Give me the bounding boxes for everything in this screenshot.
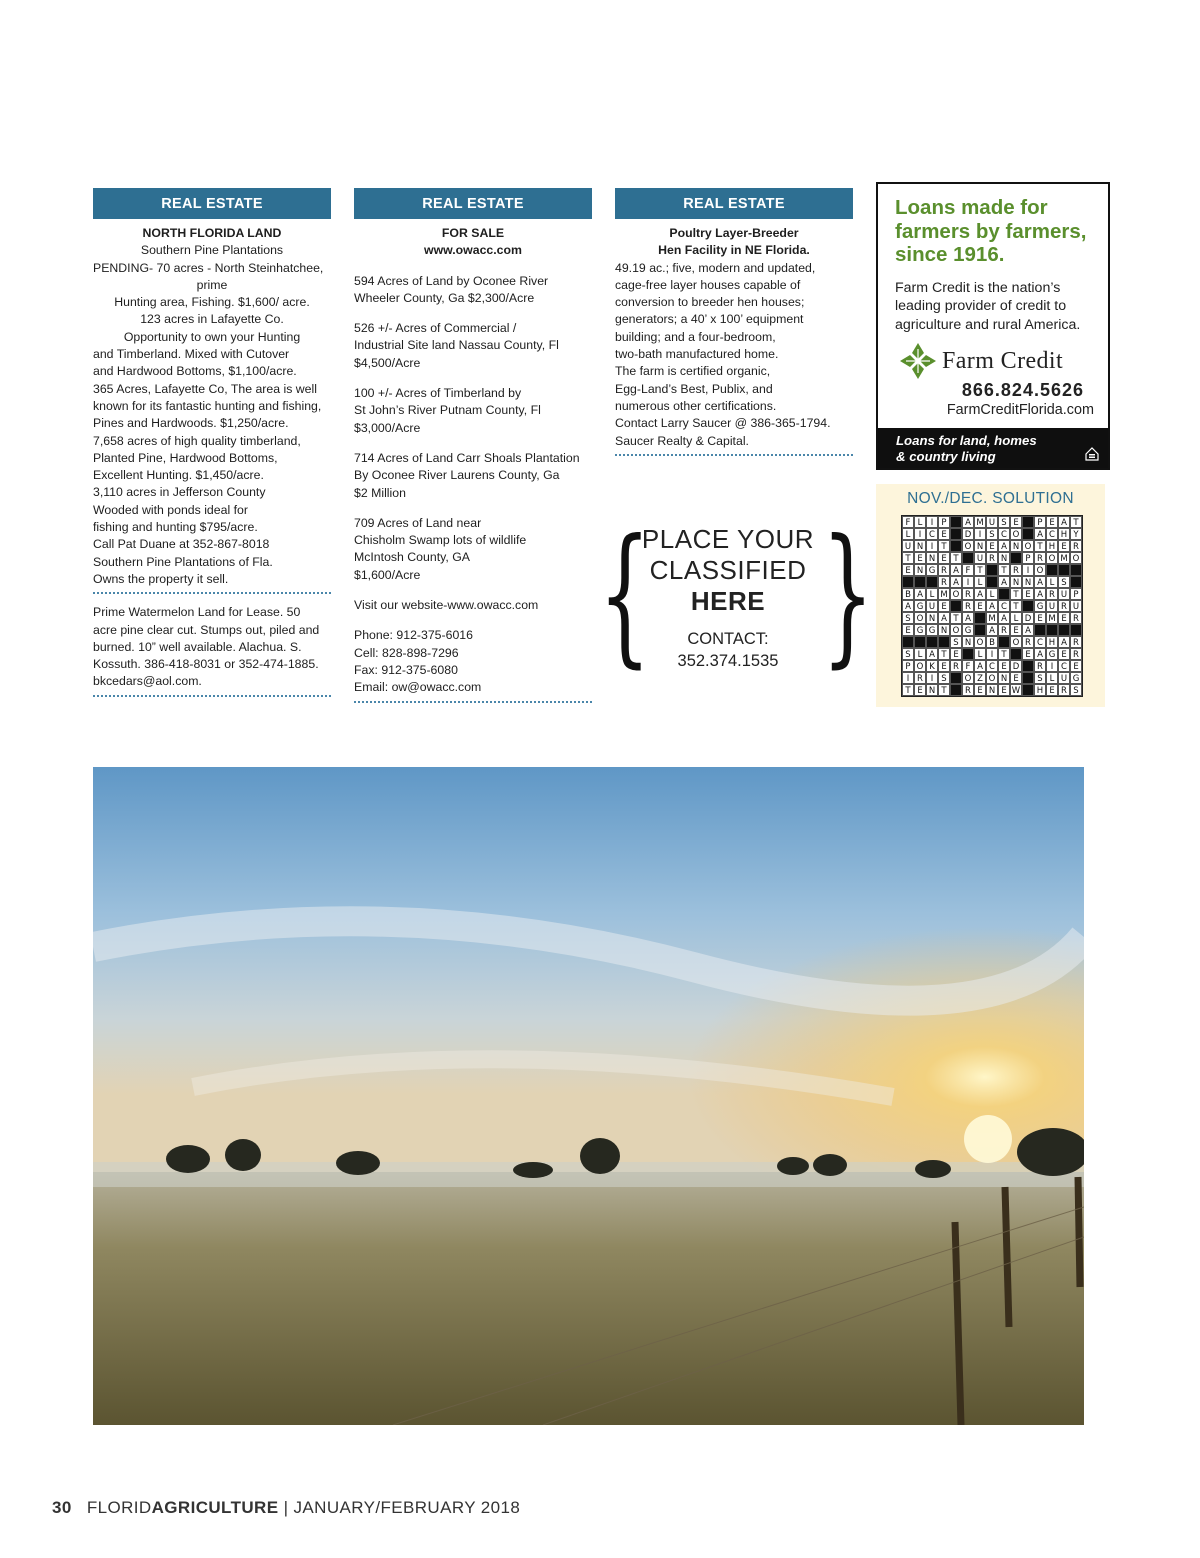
crossword-cell: D — [1022, 612, 1034, 624]
crossword-block — [974, 624, 986, 636]
left-brace: { — [598, 508, 651, 682]
crossword-cell: S — [1058, 576, 1070, 588]
crossword-cell: T — [1010, 588, 1022, 600]
crossword-cell: K — [926, 660, 938, 672]
crossword-block — [902, 576, 914, 588]
crossword-cell: E — [914, 552, 926, 564]
crossword-cell: N — [938, 624, 950, 636]
crossword-cell: U — [974, 552, 986, 564]
ad-url[interactable]: FarmCreditFlorida.com — [946, 402, 1094, 418]
crossword-block — [1022, 516, 1034, 528]
crossword-block — [950, 600, 962, 612]
crossword-cell: M — [1046, 612, 1058, 624]
crossword-cell: C — [986, 660, 998, 672]
crossword-cell: E — [950, 648, 962, 660]
crossword-cell: E — [974, 684, 986, 696]
crossword-cell: U — [1070, 600, 1082, 612]
dotted-divider — [93, 588, 331, 594]
crossword-cell: R — [1046, 588, 1058, 600]
classified-column-2 — [354, 188, 592, 713]
crossword-block — [986, 564, 998, 576]
crossword-cell: H — [1046, 540, 1058, 552]
crossword-cell: B — [986, 636, 998, 648]
crossword-cell: I — [926, 672, 938, 684]
crossword-cell: N — [926, 684, 938, 696]
page-footer — [52, 1498, 520, 1518]
crossword-cell: F — [902, 516, 914, 528]
crossword-cell: M — [986, 612, 998, 624]
crossword-cell: N — [1010, 576, 1022, 588]
crossword-block — [938, 636, 950, 648]
crossword-cell: I — [1022, 564, 1034, 576]
crossword-cell: E — [1034, 612, 1046, 624]
crossword-cell: E — [1046, 516, 1058, 528]
crossword-cell: L — [974, 648, 986, 660]
crossword-cell: S — [902, 648, 914, 660]
crossword-cell: I — [986, 648, 998, 660]
crossword-cell: R — [1070, 648, 1082, 660]
classified-column-3 — [615, 188, 853, 466]
crossword-cell: D — [1010, 660, 1022, 672]
crossword-cell: R — [1034, 660, 1046, 672]
crossword-cell: E — [938, 600, 950, 612]
listing-title: FOR SALE — [441, 226, 505, 240]
crossword-cell: I — [914, 528, 926, 540]
crossword-cell: R — [962, 588, 974, 600]
crossword-cell: A — [998, 612, 1010, 624]
crossword-block — [1022, 600, 1034, 612]
crossword-cell: R — [1070, 540, 1082, 552]
crossword-cell: A — [962, 612, 974, 624]
crossword-cell: S — [998, 516, 1010, 528]
crossword-block — [986, 576, 998, 588]
crossword-block — [950, 684, 962, 696]
listing-text: Prime Watermelon Land for Lease. 50 acre pine clear cut. Stumps out, piled and burned. 10” well available. Alachua. S. Kossuth. 386-418-8031 or 352-474-1885. bkcedars@aol.com. — [93, 605, 320, 689]
crossword-cell: L — [986, 588, 998, 600]
crossword-cell: T — [950, 612, 962, 624]
crossword-cell: N — [1010, 540, 1022, 552]
crossword-cell: I — [962, 576, 974, 588]
listing-url[interactable]: www.owacc.com — [424, 243, 522, 258]
contact-label: CONTACT: — [687, 630, 769, 648]
crossword-cell: S — [902, 612, 914, 624]
crossword-cell: D — [962, 528, 974, 540]
crossword-cell: Z — [974, 672, 986, 684]
crossword-cell: G — [962, 624, 974, 636]
crossword-cell: O — [1010, 528, 1022, 540]
crossword-block — [962, 552, 974, 564]
crossword-cell: E — [902, 564, 914, 576]
page-number: 30 — [52, 1498, 72, 1517]
crossword-cell: H — [1046, 636, 1058, 648]
crossword-cell: O — [1046, 552, 1058, 564]
crossword-cell: A — [938, 612, 950, 624]
crossword-cell: W — [1011, 686, 1021, 696]
crossword-cell: N — [998, 672, 1010, 684]
listing-item: 594 Acres of Land by Oconee River Wheeler County, Ga $2,300/Acre — [354, 273, 549, 305]
crossword-cell: C — [1034, 636, 1046, 648]
crossword-cell: U — [902, 540, 914, 552]
crossword-cell: I — [974, 528, 986, 540]
crossword-cell: A — [974, 660, 986, 672]
crossword-cell: R — [1034, 552, 1046, 564]
crossword-cell: L — [1010, 612, 1022, 624]
crossword-cell: E — [1058, 648, 1070, 660]
section-banner: REAL ESTATE — [93, 188, 331, 219]
crossword-cell: A — [926, 648, 938, 660]
crossword-cell: E — [986, 540, 998, 552]
crossword-cell: H — [1034, 684, 1046, 696]
crossword-cell: R — [1058, 684, 1070, 696]
crossword-cell: O — [1070, 552, 1082, 564]
listing-text: 49.19 ac.; five, modern and updated, cage-free layer houses capable of conversion to breeder hen houses; generators; a 40’ x 100’ equipment building; and a four-bedroom, two-bath manufactured home. The farm is certified organic, Egg-Land’s Best, Publix, and numerous other certifications. Contact Larry Saucer @ 386-365-1794. Saucer Realty & Capital. — [615, 260, 831, 448]
crossword-cell: T — [950, 552, 962, 564]
crossword-cell: E — [1058, 612, 1070, 624]
crossword-cell: A — [950, 576, 962, 588]
ad-footer-tagline: Loans for land, homes & country living — [878, 428, 1108, 468]
crossword-cell: T — [1034, 540, 1046, 552]
crossword-solution — [876, 484, 1105, 707]
crossword-block — [1070, 564, 1082, 576]
crossword-cell: E — [998, 660, 1010, 672]
crossword-cell: I — [1046, 660, 1058, 672]
listing-item: 709 Acres of Land near Chisholm Swamp lots of wildlife McIntosh County, GA $1,600/Acre — [354, 515, 527, 582]
crossword-cell: E — [998, 684, 1010, 696]
crossword-block — [1046, 564, 1058, 576]
crossword-cell: B — [902, 588, 914, 600]
crossword-cell: U — [986, 516, 998, 528]
crossword-block — [914, 636, 926, 648]
crossword-cell: R — [998, 624, 1010, 636]
crossword-cell: M — [1058, 552, 1070, 564]
crossword-cell: R — [938, 564, 950, 576]
contact-info: Phone: 912-375-6016 Cell: 828-898-7296 Fax: 912-375-6080 Email: ow@owacc.com — [354, 628, 482, 695]
contact-phone[interactable]: 352.374.1535 — [677, 652, 779, 670]
crossword-cell: C — [998, 600, 1010, 612]
crossword-cell: O — [950, 624, 962, 636]
crossword-cell: L — [914, 648, 926, 660]
crossword-cell: N — [986, 684, 998, 696]
crossword-cell: T — [974, 564, 986, 576]
crossword-block — [902, 636, 914, 648]
crossword-block — [1058, 564, 1070, 576]
crossword-cell: U — [1058, 672, 1070, 684]
crossword-cell: L — [1046, 576, 1058, 588]
crossword-cell: A — [1058, 636, 1070, 648]
crossword-cell: O — [1010, 636, 1022, 648]
classified-column-1 — [93, 188, 331, 707]
crossword-cell: S — [938, 672, 950, 684]
crossword-cell: U — [926, 600, 938, 612]
crossword-block — [926, 576, 938, 588]
crossword-cell: O — [962, 540, 974, 552]
crossword-cell: N — [998, 552, 1010, 564]
crossword-cell: L — [1046, 672, 1058, 684]
crossword-cell: T — [998, 648, 1010, 660]
crossword-cell: U — [1058, 588, 1070, 600]
crossword-cell: E — [974, 600, 986, 612]
crossword-cell: G — [1034, 600, 1046, 612]
website-line: Visit our website-www.owacc.com — [354, 598, 539, 613]
issue-date: | JANUARY/FEBRUARY 2018 — [278, 1498, 521, 1517]
crossword-block — [962, 648, 974, 660]
crossword-cell: E — [938, 552, 950, 564]
crossword-cell: M — [938, 588, 950, 600]
crossword-cell: A — [998, 576, 1010, 588]
crossword-cell: E — [1010, 672, 1022, 684]
crossword-cell: C — [1046, 528, 1058, 540]
crossword-cell: G — [1046, 648, 1058, 660]
sunrise-field-photo — [93, 767, 1084, 1425]
crossword-cell: A — [902, 600, 914, 612]
ad-phone[interactable]: 866.824.5626 — [961, 380, 1084, 400]
equal-housing-icon — [1084, 446, 1100, 462]
crossword-cell: G — [914, 600, 926, 612]
crossword-cell: A — [1034, 588, 1046, 600]
crossword-cell: R — [1070, 636, 1082, 648]
crossword-cell: R — [914, 672, 926, 684]
crossword-cell: N — [962, 636, 974, 648]
crossword-cell: A — [914, 588, 926, 600]
crossword-cell: I — [926, 516, 938, 528]
crossword-cell: R — [1022, 636, 1034, 648]
crossword-cell: R — [986, 552, 998, 564]
crossword-cell: I — [926, 540, 938, 552]
right-brace: } — [821, 508, 874, 682]
ad-body: Farm Credit is the nation’s leading provider of credit to agriculture and rural America. — [895, 279, 1081, 333]
crossword-cell: T — [938, 684, 950, 696]
crossword-block — [1022, 684, 1034, 696]
crossword-cell: P — [1022, 552, 1034, 564]
classified-contact — [640, 628, 816, 672]
crossword-cell: E — [1046, 684, 1058, 696]
crossword-cell: M — [974, 516, 986, 528]
crossword-block — [914, 576, 926, 588]
crossword-block — [1058, 624, 1070, 636]
crossword-cell: G — [926, 624, 938, 636]
crossword-cell: T — [1010, 600, 1022, 612]
crossword-cell: A — [962, 516, 974, 528]
crossword-cell: E — [938, 528, 950, 540]
crossword-cell: H — [1058, 528, 1070, 540]
crossword-block — [1022, 660, 1034, 672]
crossword-cell: G — [914, 624, 926, 636]
listing-text: prime Hunting area, Fishing. $1,600/ acre. 123 acres in Lafayette Co. Opportunity to own your Hunting — [114, 277, 310, 344]
crossword-cell: F — [962, 660, 974, 672]
crossword-cell: O — [974, 636, 986, 648]
crossword-block — [950, 672, 962, 684]
crossword-cell: A — [1034, 576, 1046, 588]
crossword-cell: A — [986, 624, 998, 636]
crossword-cell: E — [1058, 540, 1070, 552]
crossword-cell: R — [938, 576, 950, 588]
crossword-cell: P — [902, 660, 914, 672]
crossword-cell: C — [998, 528, 1010, 540]
crossword-cell: R — [950, 660, 962, 672]
crossword-cell: R — [962, 684, 974, 696]
crossword-cell: L — [914, 516, 926, 528]
crossword-cell: A — [1022, 624, 1034, 636]
crossword-block — [1046, 624, 1058, 636]
crossword-cell: T — [938, 540, 950, 552]
crossword-cell: S — [986, 528, 998, 540]
crossword-cell: U — [1046, 600, 1058, 612]
section-banner: REAL ESTATE — [615, 188, 853, 219]
publication-name-light: FLORID — [86, 1498, 152, 1517]
crossword-block — [950, 516, 962, 528]
crossword-block — [1022, 528, 1034, 540]
crossword-cell: T — [1070, 516, 1082, 528]
crossword-cell: T — [902, 684, 914, 696]
listing-item: 526 +/- Acres of Commercial / Industrial Site land Nassau County, Fl $4,500/Acre — [354, 321, 559, 370]
crossword-cell: A — [1034, 648, 1046, 660]
listing-text: and Timberland. Mixed with Cutover and Hardwood Bottoms, $1,100/acre. 365 Acres, Lafayette Co, The area is well known for its fantastic hunting and fishing, Pines and Hardwoods. $1,250/acre. 7,658 acres of high quality timberland, Planted Pine, Hardwood Bottoms, Excellent Hunting. $1,450/acre. 3,110 acres in Jefferson County Wooded with ponds ideal for fishing and hunting $795/acre. Call Pat Duane at 352-867-8018 Southern Pine Plantations of Fla. Owns the property it sell. — [93, 347, 322, 586]
section-banner: REAL ESTATE — [354, 188, 592, 219]
crossword-cell: E — [914, 684, 926, 696]
listing-item: 714 Acres of Land Carr Shoals Plantation By Oconee River Laurens County, Ga $2 Million — [354, 450, 580, 500]
crossword-cell: P — [1034, 516, 1046, 528]
crossword-grid — [901, 515, 1083, 697]
crossword-cell: T — [998, 564, 1010, 576]
crossword-cell: R — [1010, 564, 1022, 576]
dotted-divider — [615, 450, 853, 456]
crossword-cell: R — [962, 600, 974, 612]
crossword-block — [998, 636, 1010, 648]
crossword-cell: A — [998, 540, 1010, 552]
publication-name-bold: AGRICULTURE — [151, 1498, 279, 1517]
crossword-cell: A — [974, 588, 986, 600]
crossword-cell: A — [950, 564, 962, 576]
ad-brand: Farm Credit — [942, 348, 1064, 374]
crossword-cell: O — [950, 588, 962, 600]
crossword-cell: P — [1070, 588, 1082, 600]
crossword-block — [1070, 576, 1082, 588]
crossword-block — [1010, 648, 1022, 660]
crossword-cell: A — [1058, 516, 1070, 528]
farm-credit-ad[interactable] — [876, 182, 1110, 470]
ad-headline: Loans made for farmers by farmers, since 1916. — [895, 196, 1087, 266]
crossword-cell: E — [1010, 516, 1022, 528]
crossword-cell: O — [1022, 540, 1034, 552]
crossword-cell: N — [926, 552, 938, 564]
crossword-block — [950, 528, 962, 540]
crossword-block — [926, 636, 938, 648]
crossword-cell: R — [1070, 612, 1082, 624]
crossword-cell: C — [1058, 660, 1070, 672]
crossword-cell: E — [1022, 588, 1034, 600]
crossword-cell: L — [926, 588, 938, 600]
crossword-cell: N — [1022, 576, 1034, 588]
crossword-cell: N — [914, 540, 926, 552]
listing-text: PENDING- 70 acres - North Steinhatchee, — [93, 260, 324, 275]
crossword-cell: E — [1070, 660, 1082, 672]
crossword-block — [1070, 624, 1082, 636]
crossword-cell: S — [1034, 672, 1046, 684]
crossword-cell: I — [902, 672, 914, 684]
crossword-cell: P — [938, 516, 950, 528]
listing-subtitle: Southern Pine Plantations — [140, 243, 284, 258]
crossword-cell: T — [938, 648, 950, 660]
crossword-block — [1022, 672, 1034, 684]
place-line-3: HERE — [690, 586, 766, 616]
crossword-cell: O — [914, 612, 926, 624]
crossword-block — [1034, 624, 1046, 636]
dotted-divider — [93, 691, 331, 697]
crossword-cell: C — [926, 528, 938, 540]
crossword-cell: A — [986, 600, 998, 612]
crossword-cell: E — [1010, 624, 1022, 636]
crossword-title: NOV./DEC. SOLUTION — [907, 490, 1074, 507]
crossword-cell: G — [926, 564, 938, 576]
crossword-cell: N — [914, 564, 926, 576]
listing-title: Poultry Layer-Breeder Hen Facility in NE Florida. — [658, 226, 810, 258]
crossword-cell: O — [1034, 564, 1046, 576]
crossword-cell: O — [986, 672, 998, 684]
listing-title: NORTH FLORIDA LAND — [142, 226, 282, 240]
crossword-cell: F — [962, 564, 974, 576]
crossword-cell: Y — [1070, 528, 1082, 540]
crossword-cell: L — [974, 576, 986, 588]
listing-item: 100 +/- Acres of Timberland by St John’s River Putnam County, Fl $3,000/Acre — [354, 386, 541, 435]
crossword-cell: O — [962, 672, 974, 684]
crossword-cell: A — [1034, 528, 1046, 540]
place-line-2: CLASSIFIED — [649, 555, 807, 585]
crossword-cell: R — [1058, 600, 1070, 612]
dotted-divider — [354, 697, 592, 703]
crossword-block — [998, 588, 1010, 600]
crossword-cell: E — [938, 660, 950, 672]
crossword-cell: G — [1070, 672, 1082, 684]
crossword-cell: N — [926, 612, 938, 624]
place-classified-heading — [640, 524, 816, 617]
crossword-cell: O — [914, 660, 926, 672]
crossword-cell: T — [902, 552, 914, 564]
crossword-cell: E — [1022, 648, 1034, 660]
crossword-cell: E — [902, 624, 914, 636]
crossword-cell: N — [974, 540, 986, 552]
crossword-cell: L — [902, 528, 914, 540]
crossword-block — [974, 612, 986, 624]
crossword-block — [1010, 552, 1022, 564]
crossword-block — [950, 540, 962, 552]
crossword-cell: S — [950, 636, 962, 648]
crossword-cell: S — [1070, 684, 1082, 696]
place-line-1: PLACE YOUR — [641, 524, 815, 554]
farm-credit-leaf-icon — [898, 341, 938, 381]
